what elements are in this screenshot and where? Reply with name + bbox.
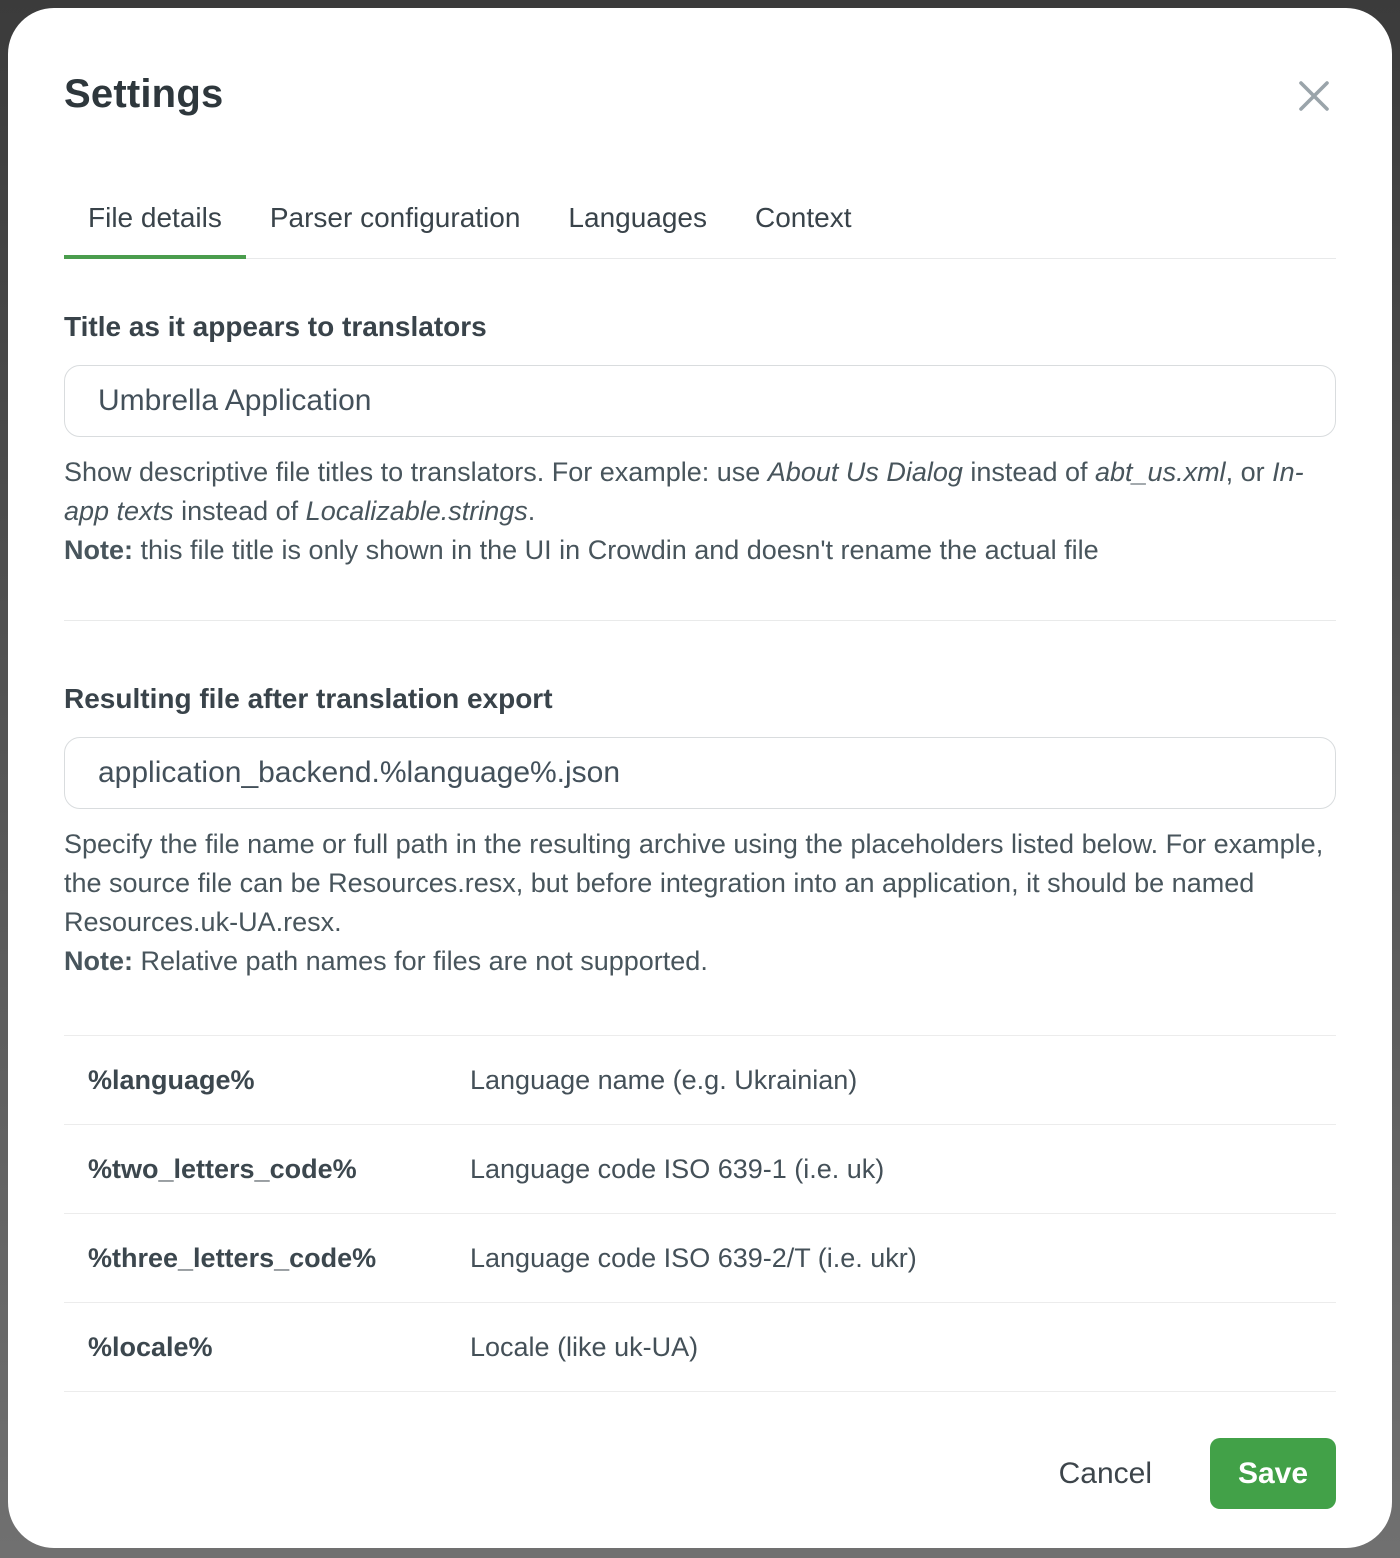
placeholders-table bbox=[64, 1035, 1336, 1392]
title-help-line: Show descriptive file titles to translators. For example: use About Us Dialog instead of abt_us.xml, or In-app texts instead of Localizable.strings. bbox=[64, 457, 1304, 526]
export-help-text bbox=[64, 825, 1336, 981]
table-row bbox=[64, 1302, 1336, 1391]
dialog-title: Settings bbox=[64, 72, 224, 116]
export-section-label: Resulting file after translation export bbox=[64, 683, 553, 714]
title-section-label: Title as it appears to translators bbox=[64, 311, 487, 342]
tab-parser-configuration[interactable]: Parser configuration bbox=[269, 202, 521, 233]
table-row bbox=[64, 1124, 1336, 1213]
tab-languages[interactable]: Languages bbox=[568, 202, 707, 233]
export-section bbox=[64, 683, 1336, 981]
title-note: Note: this file title is only shown in the UI in Crowdin and doesn't rename the actual file bbox=[64, 535, 1099, 565]
title-section bbox=[64, 311, 1336, 570]
cancel-button[interactable]: Cancel bbox=[1058, 1456, 1152, 1490]
tab-file-details[interactable]: File details bbox=[64, 202, 246, 258]
export-help-line: Specify the file name or full path in the resulting archive using the placeholders listed below. For example, the source file can be Resources.resx, but before integration into an application, it should be named Resources.uk-UA.resx. bbox=[64, 829, 1324, 937]
close-icon bbox=[1296, 78, 1332, 114]
placeholder-key: %three_letters_code% bbox=[88, 1242, 377, 1273]
tab-bar bbox=[64, 202, 1336, 259]
placeholder-description: Language code ISO 639-2/T (i.e. ukr) bbox=[470, 1242, 917, 1273]
placeholder-description: Language name (e.g. Ukrainian) bbox=[470, 1064, 858, 1095]
placeholder-key: %language% bbox=[88, 1064, 255, 1095]
placeholder-key: %two_letters_code% bbox=[88, 1153, 357, 1184]
title-input[interactable] bbox=[64, 365, 1336, 437]
tab-context[interactable]: Context bbox=[755, 202, 852, 233]
dialog-footer bbox=[64, 1438, 1336, 1548]
placeholder-description: Language code ISO 639-1 (i.e. uk) bbox=[470, 1153, 885, 1184]
table-row bbox=[64, 1213, 1336, 1302]
placeholder-description: Locale (like uk-UA) bbox=[470, 1331, 699, 1362]
title-help-text bbox=[64, 453, 1336, 570]
section-divider bbox=[64, 620, 1336, 621]
table-row bbox=[64, 1035, 1336, 1124]
placeholder-key: %locale% bbox=[88, 1331, 213, 1362]
export-filename-input[interactable] bbox=[64, 737, 1336, 809]
save-button[interactable]: Save bbox=[1210, 1438, 1336, 1509]
dialog-header bbox=[64, 72, 1336, 118]
export-note: Note: Relative path names for files are not supported. bbox=[64, 946, 708, 976]
settings-dialog bbox=[8, 8, 1392, 1548]
close-button[interactable] bbox=[1292, 74, 1336, 118]
